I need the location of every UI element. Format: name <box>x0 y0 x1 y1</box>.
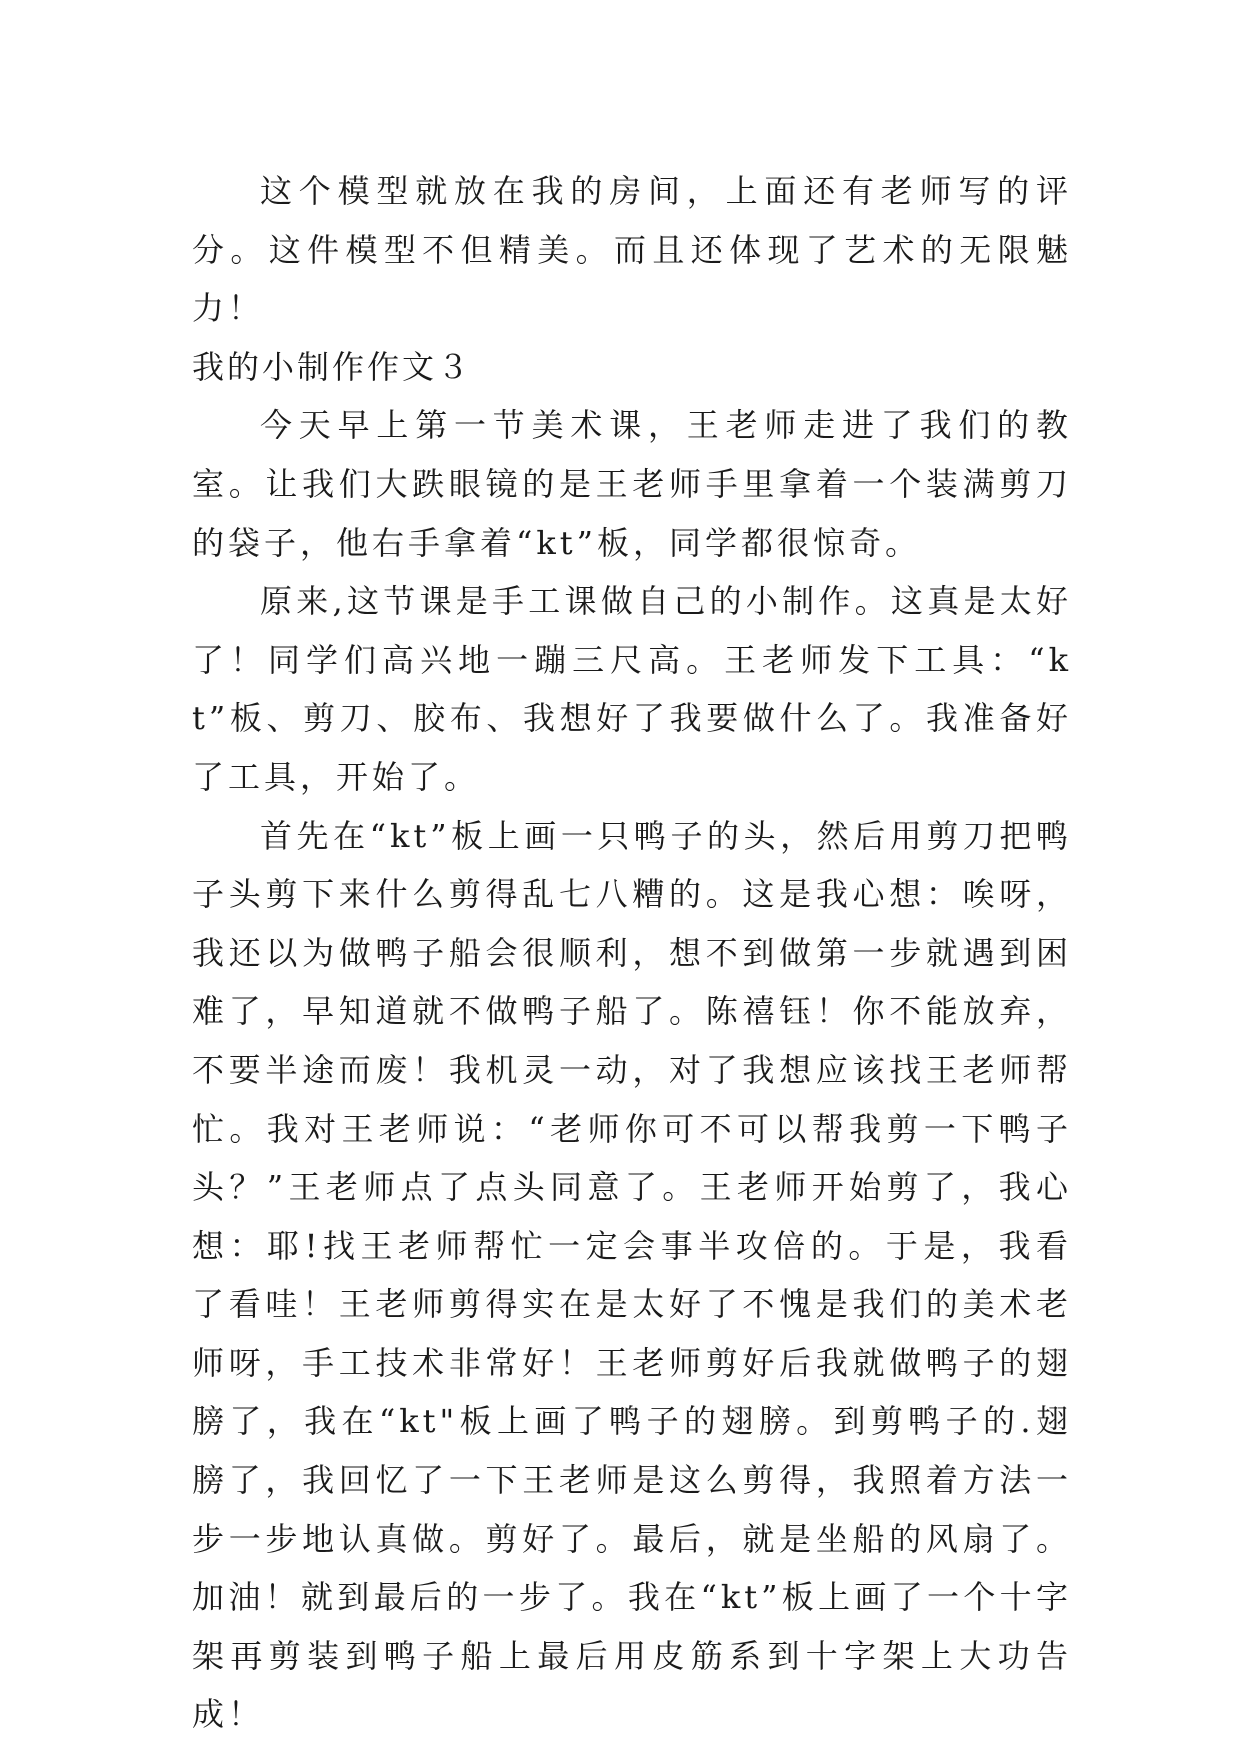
paragraph-1: 这个模型就放在我的房间，上面还有老师写的评分。这件模型不但精美。而且还体现了艺术的无限魅力！ <box>192 172 1072 328</box>
document-body <box>192 162 1072 1744</box>
paragraph-3: 原来,这节课是手工课做自己的小制作。这真是太好了！同学们高兴地一蹦三尺高。王老师发下工具：“kt”板、剪刀、胶布、我想好了我要做什么了。我准备好了工具，开始了。 <box>192 582 1072 796</box>
paragraph-4: 首先在“kt”板上画一只鸭子的头，然后用剪刀把鸭子头剪下来什么剪得乱七八糟的。这是我心想：唉呀，我还以为做鸭子船会很顺利，想不到做第一步就遇到困难了，早知道就不做鸭子船了。陈禧钰！你不能放弃，不要半途而废！我机灵一动，对了我想应该找王老师帮忙。我对王老师说：“老师你可不可以帮我剪一下鸭子头？”王老师点了点头同意了。王老师开始剪了，我心想：耶!找王老师帮忙一定会事半攻倍的。于是，我看了看哇！王老师剪得实在是太好了不愧是我们的美术老师呀，手工技术非常好！王老师剪好后我就做鸭子的翅膀了，我在“kt"板上画了鸭子的翅膀。到剪鸭子的.翅膀了，我回忆了一下王老师是这么剪得，我照着方法一步一步地认真做。剪好了。最后，就是坐船的风扇了。加油！就到最后的一步了。我在“kt”板上画了一个十字架再剪装到鸭子船上最后用皮筋系到十字架上大功告成！ <box>192 816 1072 1734</box>
section-heading: 我的小制作作文３ <box>192 347 473 386</box>
paragraph-2: 今天早上第一节美术课，王老师走进了我们的教室。让我们大跌眼镜的是王老师手里拿着一个装满剪刀的袋子，他右手拿着“kt”板，同学都很惊奇。 <box>192 406 1072 562</box>
